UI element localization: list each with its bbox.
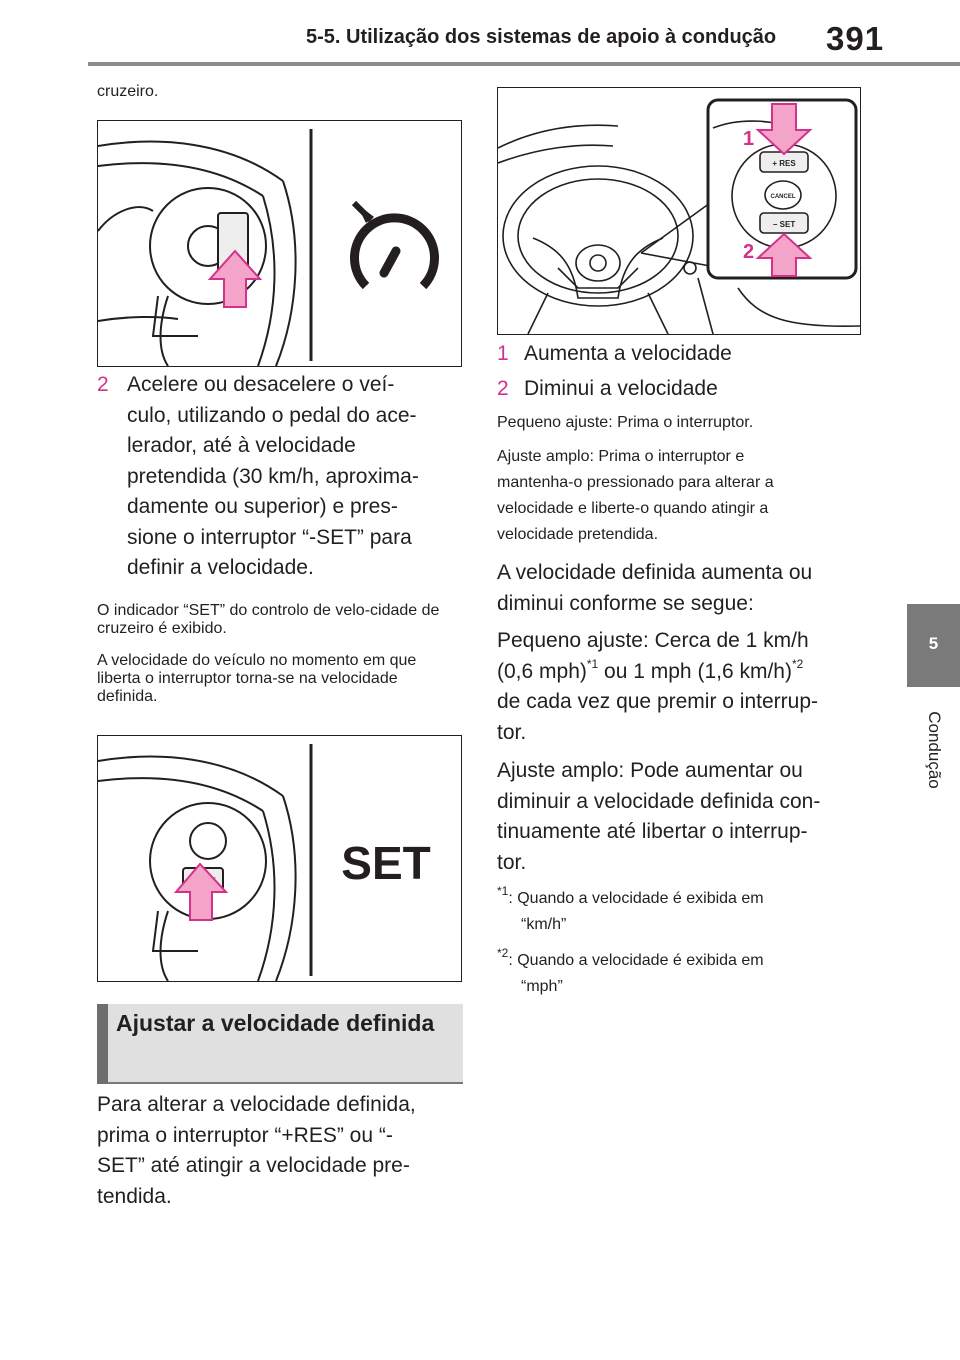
list-item [497, 342, 732, 366]
footnote-mark: *2 [497, 945, 509, 960]
speed-change-paragraph [497, 558, 877, 619]
small-adjust-paragraph [497, 626, 877, 748]
para-line: tor. [497, 850, 527, 874]
section-accent-bar [97, 1004, 108, 1084]
cancel-button-label: CANCEL [770, 194, 796, 200]
chapter-number: 5 [928, 634, 939, 653]
footnote-ref: *1 [586, 656, 599, 671]
step-line: damente ou superior) e pres- [127, 495, 398, 518]
chapter-tab [907, 604, 960, 687]
para-line: tendida. [97, 1184, 172, 1208]
adjust-notes [497, 414, 877, 544]
step-number: 2 [97, 373, 109, 396]
item-text: Diminui a velocidade [524, 377, 718, 400]
footnote-text: : Quando a velocidade é exibida em [508, 952, 764, 969]
para-line: Ajuste amplo: Pode aumentar ou [497, 759, 803, 782]
footnote-mark: *1 [497, 883, 509, 898]
para-line: diminuir a velocidade definida con- [497, 789, 821, 813]
steering-switch-illustration [98, 121, 461, 366]
para-line: diminui conforme se segue: [497, 591, 754, 615]
para-segment: (0,6 mph) [497, 659, 587, 683]
para-line [497, 657, 877, 688]
figure-set-switch [97, 735, 462, 982]
para-line: de cada vez que premir o interrup- [497, 690, 818, 713]
step-line: definir a velocidade. [127, 556, 314, 579]
footnote-ref: *2 [791, 656, 804, 671]
intro-text: cruzeiro. [97, 83, 159, 100]
step-line: Acelere ou desacelere o veí- [127, 373, 395, 396]
set-switch-illustration [98, 736, 461, 981]
note-release: A velocidade do veículo no momento em que liberta o interruptor torna-se na velocidade definida. [97, 652, 417, 705]
cruise-control-icon [354, 203, 435, 286]
step-line: sione o interruptor “-SET” para [127, 525, 412, 549]
callout-2: 2 [743, 241, 755, 263]
item-text: Aumenta a velocidade [524, 342, 732, 365]
set-button-label: − SET [772, 220, 796, 229]
note-line: mantenha-o pressionado para alterar a [497, 474, 774, 491]
para-line: Para alterar a velocidade definida, [97, 1093, 416, 1116]
para-line: A velocidade definida aumenta ou [497, 561, 813, 584]
section-heading [97, 1004, 463, 1084]
note-indicator: O indicador “SET” do controlo de velo-cidade de cruzeiro é exibido. [97, 602, 440, 637]
note-line: velocidade e liberte-o quando atingir a [497, 500, 769, 517]
figure-cruise-switch [97, 120, 462, 367]
para-line: tor. [497, 720, 527, 744]
section-paragraph [97, 1090, 467, 1212]
step-line: pretendida (30 km/h, aproxima- [127, 464, 419, 488]
callout-1: 1 [743, 128, 755, 150]
section-header: 5-5. Utilização dos sistemas de apoio à condução [306, 26, 777, 48]
para-line: SET” até atingir a velocidade pre- [97, 1154, 410, 1177]
footnote-text: : Quando a velocidade é exibida em [508, 890, 764, 907]
footnote [497, 945, 877, 1000]
note-line: Pequeno ajuste: Prima o interruptor. [497, 414, 754, 431]
list-item [497, 377, 718, 401]
chapter-label: Condução [925, 711, 944, 789]
item-number: 1 [497, 342, 509, 365]
steering-wheel-illustration [498, 88, 860, 334]
footnote-text: “mph” [521, 978, 563, 995]
section-title: Ajustar a velocidade definida [116, 1010, 435, 1036]
note-line: Ajuste amplo: Prima o interruptor e [497, 448, 745, 465]
footnote [497, 883, 877, 938]
step-2 [97, 370, 467, 590]
para-line: prima o interruptor “+RES” ou “- [97, 1123, 393, 1147]
wide-adjust-paragraph [497, 756, 877, 878]
step-line: lerador, até à velocidade [127, 434, 356, 457]
para-line: tinuamente até libertar o interrup- [497, 820, 808, 843]
header-divider [88, 62, 960, 66]
item-number: 2 [497, 377, 509, 400]
note-line: velocidade pretendida. [497, 526, 659, 543]
set-indicator-text: SET [341, 837, 431, 889]
para-segment: ou 1 mph (1,6 km/h) [598, 659, 792, 683]
figure-steering-wheel [497, 87, 861, 335]
page-number: 391 [826, 20, 885, 57]
footnote-text: “km/h” [521, 916, 567, 933]
res-button-label: + RES [772, 159, 796, 168]
para-line: Pequeno ajuste: Cerca de 1 km/h [497, 629, 809, 652]
step-line: culo, utilizando o pedal do ace- [127, 403, 417, 427]
